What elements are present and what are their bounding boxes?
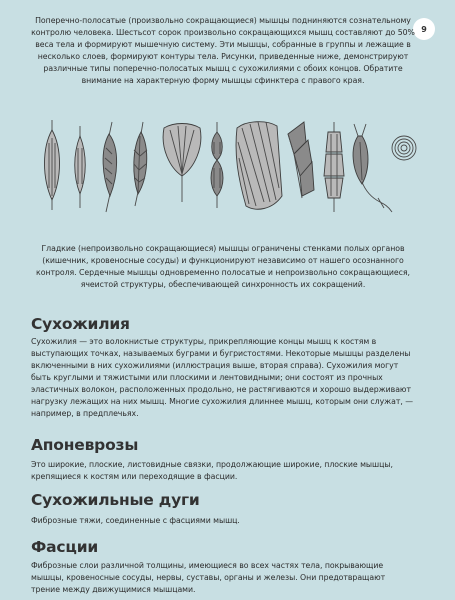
flat-broad-muscle-icon [236,122,282,209]
fascia-heading-block [31,538,415,556]
intro-section [31,15,415,87]
multipennate-muscle-icon [288,122,314,198]
tendinous-arches-paragraph: Фиброзные тяжи, соединенные с фасциями мышц. [31,516,240,525]
fascia-heading: Фасции [31,538,99,556]
tendons-heading: Сухожилия [31,315,130,333]
tendons-paragraph: Сухожилия — это волокнистые структуры, прикрепляющие концы мышц к костям в выступающих точках, называемых буграми и бугристостями. Некоторые мышцы разделены включенными в них сухожилиями (иллюстрация выше, вторая справа). Сухожилия могут быть круглыми и тяжистыми или плоскими и лентовидными; они состоят из прочных эластичных волокон, расположенных продольно, не растягиваются и хорошо выдерживают нагрузку лежащих на них мышц. Многие сухожилия длиннее мышц, которым они служат, — например, в предплечьях. [31,337,413,418]
unipennate-muscle-icon [103,122,117,212]
bicipital-muscle-icon [353,124,392,212]
fusiform-slender-muscle-icon [75,126,86,208]
aponeuroses-paragraph: Это широкие, плоские, листовидные связки, продолжающие широкие, плоские мышцы, крепящиеся к костям или переходящие в фасции. [31,460,393,481]
tendinous-arches-heading-block [31,491,415,509]
bipennate-muscle-icon [134,122,147,206]
fusiform-muscle-icon [45,120,60,210]
aponeuroses-section [31,459,415,483]
tendinous-arches-heading: Сухожильные дуги [31,491,200,509]
fan-muscle-icon [163,124,201,203]
aponeuroses-heading: Апоневрозы [31,436,139,454]
sphincter-muscle-icon [392,136,416,160]
aponeuroses-heading-block [31,436,415,454]
tendons-heading-block [31,315,415,333]
fascia-section [31,560,415,596]
smooth-muscles-section [31,243,415,291]
digastric-muscle-icon [211,122,223,208]
page-number [413,18,435,40]
muscle-illustrations [32,118,424,220]
tendinous-arches-section [31,515,415,527]
smooth-muscles-paragraph: Гладкие (непроизвольно сокращающиеся) мышцы ограничены стенками полых органов (кишечник, кровеносные сосуды) и функционируют независимо от нашего осознанного контроля. Сердечные мышцы одновременно полосатые и непроизвольно сокращающиеся, ячеистой структуры, обеспечивающей синхронность их сокращений. [36,244,410,289]
intersected-muscle-icon [324,122,344,212]
page-number-label: 9 [421,24,427,34]
tendons-section [31,336,415,420]
intro-paragraph: Поперечно-полосатые (произвольно сокращающиеся) мышцы подниняются сознательному контролю человека. Шестьсот сорок произвольно сокращающихся мышц составляют до 50% веса тела и формируют мышечную систему. Эти мышцы, собранные в группы и лежащие в несколько слоев, формируют контуры тела. Рисунки, приведенные ниже, демонстрируют различные типы поперечно-полосатых мышц с сухожилиями с обоих концов. Обратите внимание на характерную форму мышцы сфинктера с правого края. [31,16,415,85]
fascia-paragraph: Фиброзные слои различной толщины, имеющиеся во всех частях тела, покрывающие мышцы, кровеносные сосуды, нервы, суставы, органы и железы. Они предотвращают трение между движущимися мышцами. [31,561,386,594]
